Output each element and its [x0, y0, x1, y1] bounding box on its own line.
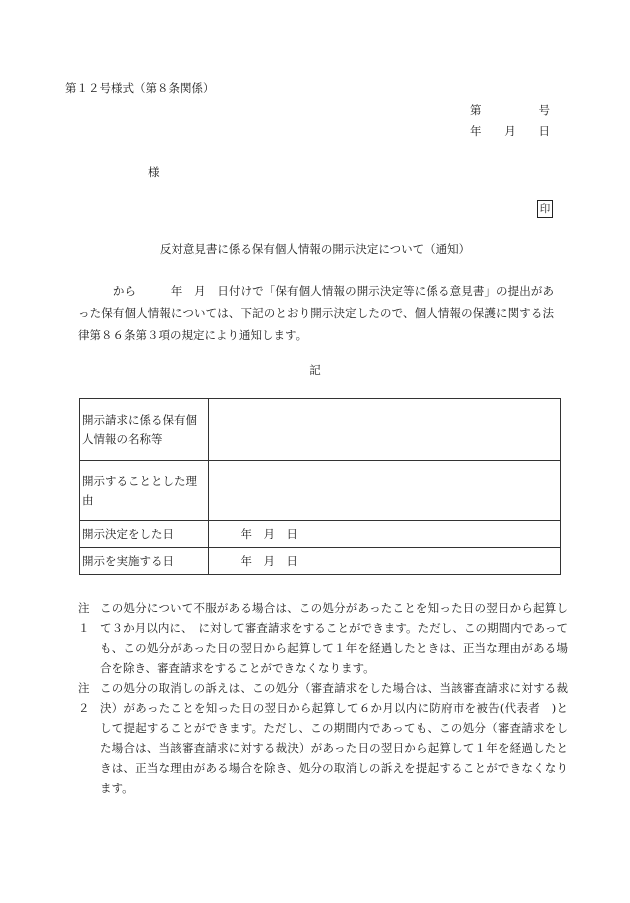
seal-mark: 印 — [537, 200, 553, 218]
table-row — [80, 521, 561, 548]
date-year: 年 — [470, 124, 482, 138]
note-label: 注２ — [78, 681, 90, 715]
table-row — [80, 548, 561, 575]
body-paragraph: から 年 月 日付けで「保有個人情報の開示決定等に係る意見書」の提出があった保有個人情報については、下記のとおり開示決定したので、個人情報の保護に関する法律第８６条第３項の規定により通知します。 — [78, 284, 554, 342]
info-table — [79, 398, 561, 575]
date-day: 日 — [538, 124, 550, 138]
note-label: 注１ — [78, 601, 90, 635]
doc-no-suffix: 号 — [538, 103, 550, 117]
row-label: 開示を実施する日 — [80, 548, 209, 575]
document-title: 反対意見書に係る保有個人情報の開示決定について（通知） — [159, 242, 471, 256]
note-item — [78, 678, 568, 798]
row-value — [209, 461, 561, 521]
form-number: 第１２号様式（第８条関係） — [65, 81, 215, 95]
note-text: この処分の取消しの訴えは、この処分（審査請求をした場合は、当該審査請求に対する裁決）があったことを知った日の翌日から起算して６か月以内に防府市を被告(代表者 )として提起することができます。ただし、この期間内であっても、この処分（審査請求をした場合は、当該審査請求に対する裁決）があった日の翌日から起算して１年を経過したときは、正当な理由がある場合を除き、処分の取消しの訴えを提起することができなくなります。 — [100, 681, 568, 795]
row-label: 開示することとした理由 — [80, 461, 209, 521]
document-date — [470, 123, 550, 139]
row-label: 開示請求に係る保有個人情報の名称等 — [80, 399, 209, 461]
addressee: 様 — [148, 165, 160, 179]
document-number — [470, 102, 550, 118]
row-value: 年 月 日 — [209, 521, 561, 548]
note-item — [78, 598, 568, 678]
row-value: 年 月 日 — [209, 548, 561, 575]
date-month: 月 — [504, 124, 516, 138]
ki-heading: 記 — [309, 363, 321, 377]
row-label: 開示決定をした日 — [80, 521, 209, 548]
doc-no-prefix: 第 — [470, 103, 482, 117]
table-row — [80, 399, 561, 461]
notes — [78, 598, 568, 798]
table-row — [80, 461, 561, 521]
row-value — [209, 399, 561, 461]
note-text: この処分について不服がある場合は、この処分があったことを知った日の翌日から起算して３か月以内に、 に対して審査請求をすることができます。ただし、この期間内であっても、この処分があった日の翌日から起算して１年を経過したときは、正当な理由がある場合を除き、審査請求をすることができなくなります。 — [100, 601, 568, 675]
body-text — [78, 280, 554, 346]
